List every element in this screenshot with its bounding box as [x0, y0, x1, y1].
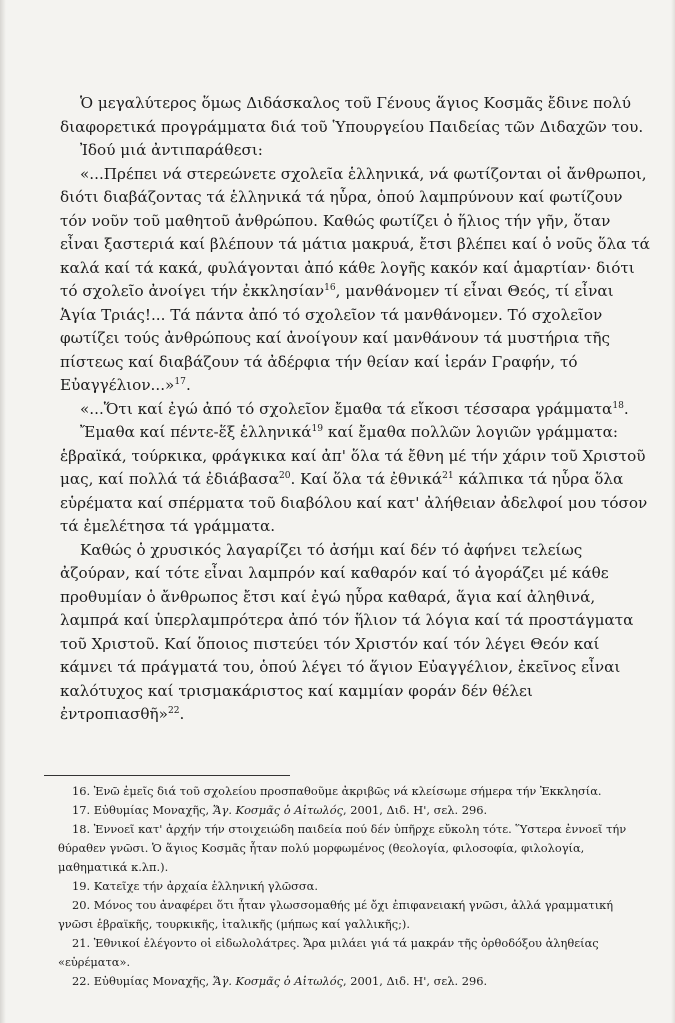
footnote-ref-16[interactable]: 16	[324, 282, 336, 293]
paragraph-quote-schools	[60, 163, 650, 398]
footnote-ref-20[interactable]: 20	[278, 470, 291, 481]
quote-text: . Καί ὅλα τά ἐθνικά	[290, 470, 443, 488]
footnote-ref-22[interactable]: 22	[167, 705, 180, 716]
quote-text: καί ἔμαθα πολλῶν λογιῶν γράμματα: ἑβραϊκά, τούρκικα, φράγκικα καί ἀπ' ὅλα τά ἔθνη μέ τήν χάριν τοῦ Χριστοῦ μας, καί πολλά τά ἐδιάβασα	[60, 423, 646, 488]
footnote-16: 16. Ἐνῶ ἐμεῖς διά τοῦ σχολείου προσπαθοῦμε ἀκριβῶς νά κλείσωμε σήμερα τήν Ἐκκλησία.	[72, 784, 602, 798]
quote-text: Καθώς ὁ χρυσικός λαγαρίζει τό ἀσήμι καί δέν τό ἀφήνει τελείως ἀζούραν, καί τότε εἶναι λαμπρόν καί καθαρόν καί τό ἀγοράζει μέ κάθε προθυμίαν ὁ ἄνθρωπος ἔτσι καί ἐγώ ηὗρα καθαρά, ἅγια καί ἀληθινά, λαμπρά καί ὑπερλαμπρότερα ἀπό τόν ἥλιον τά λόγια καί τά προστάγματα τοῦ Χριστοῦ. Καί ὅποιος πιστεύει τόν Χριστόν καί τόν λέγει Θεόν καί κάμνει τά πράγματά του, ὁπού λέγει τό ἅγιον Εὐαγγέλιον, ἐκεῖνος εἶναι καλότυχος καί τρισμακάριστος καί καμμίαν φοράν δέν θέλει ἐντροπιασθῆ»	[60, 540, 634, 723]
footnote-ref-18[interactable]: 18	[612, 400, 624, 411]
footnote-19: 19. Κατεῖχε τήν ἀρχαία ἑλληνική γλῶσσα.	[72, 879, 318, 893]
footnote-ref-19[interactable]: 19	[311, 423, 324, 434]
paragraph-quote-goldsmith	[60, 539, 650, 727]
footnote-18: 18. Ἐννοεῖ κατ' ἀρχήν τήν στοιχειώδη παιδεία πού δέν ὑπῆρχε εὔκολη τότε. Ὕστερα ἐννοεῖ τήν θύραθεν γνῶσι. Ὁ ἅγιος Κοσμᾶς ἦταν πολύ μορφωμένος (θεολογία, φιλοσοφία, φιλολογία, μαθηματικά κ.λπ.).	[58, 822, 627, 874]
quote-text: .	[623, 399, 629, 418]
paragraph-quote-letters	[60, 398, 650, 422]
book-title: Ἅγ. Κοσμᾶς ὁ Αἰτωλός	[212, 803, 344, 817]
paragraph-intro: Ὁ μεγαλύτερος ὅμως Διδάσκαλος τοῦ Γένους ἅγιος Κοσμᾶς ἔδινε πολύ διαφορετικά προγράμματα διά τοῦ Ὑπουργείου Παιδείας τῶν Διδαχῶν του.	[60, 94, 644, 136]
footnote-20: 20. Μόνος του ἀναφέρει ὅτι ἦταν γλωσσομαθής μέ ὄχι ἐπιφανειακή γνῶσι, ἀλλά γραμματική γνῶσι ἑβραϊκῆς, τουρκικῆς, ἰταλικῆς (μήπως καί γαλλικῆς;).	[58, 898, 614, 931]
footnote-text: , 2001, Διδ. Η', σελ. 296.	[343, 974, 488, 988]
footnote-17	[58, 801, 650, 820]
main-text	[60, 92, 650, 727]
quote-text: «...Πρέπει νά στερεώνετε σχολεῖα ἑλληνικά, νά φωτίζονται οἱ ἄνθρωποι, διότι διαβάζοντας τά ἑλληνικά τά ηὗρα, ὁπού λαμπρύνουν καί φωτίζουν τόν νοῦν τοῦ μαθητοῦ ἀνθρώπου. Καθώς φωτίζει ὁ ἥλιος τήν γῆν, ὅταν εἶναι ξαστεριά καί βλέπουν τά μάτια μακρυά, ἔτσι βλέπει καί ὁ νοῦς ὅλα τά καλά καί τά κακά, φυλάγονται ἀπό κάθε λογῆς κακόν καί ἁμαρτίαν· διότι τό σχολεῖο ἀνοίγει τήν ἐκκλησίαν	[60, 164, 650, 300]
footnote-ref-17[interactable]: 17	[174, 376, 186, 387]
quote-text: κάλπικα τά ηὗρα ὅλα εὑρέματα καί σπέρματα τοῦ διαβόλου καί κατ' ἀλήθειαν ἀδελφοί μου τόσον τά ἐμελέτησα τά γράμματα.	[60, 470, 648, 535]
book-title: Ἅγ. Κοσμᾶς ὁ Αἰτωλός	[212, 974, 344, 988]
footnote-text: , 2001, Διδ. Η', σελ. 296.	[343, 803, 488, 817]
footnote-divider	[44, 775, 290, 776]
footnote-22	[58, 972, 650, 991]
paragraph-comparison: Ἰδού μιά ἀντιπαράθεσι:	[80, 141, 263, 159]
quote-text: , μανθάνομεν τί εἶναι Θεός, τί εἶναι Ἁγία Τριάς!... Τά πάντα ἀπό τό σχολεῖον τά μανθάνομεν. Τό σχολεῖον φωτίζει τούς ἀνθρώπους καί ἀνοίγουν καί μανθάνουν τά μυστήρια τῆς πίστεως καί διαβάζουν τά ἀδέρφια τήν θείαν καί ἱεράν Γραφήν, τό Εὐαγγέλιον...»	[60, 282, 614, 394]
footnote-text: 17. Εὐθυμίας Μοναχῆς,	[72, 803, 213, 817]
quote-text: .	[185, 376, 191, 394]
page-edge-right	[671, 0, 675, 1023]
quote-text: .	[179, 705, 185, 723]
footnote-ref-21[interactable]: 21	[442, 470, 454, 481]
footnote-21: 21. Ἐθνικοί ἐλέγοντο οἱ εἰδωλολάτρες. Ἄρα μιλάει γιά τά μακράν τῆς ὀρθοδόξου ἀληθείας «εὑρέματα».	[58, 936, 599, 969]
footnotes	[58, 782, 650, 991]
footnote-text: 22. Εὐθυμίας Μοναχῆς,	[72, 974, 213, 988]
page-edge-left	[0, 0, 6, 1023]
quote-text: «...Ὅτι καί ἐγώ ἀπό τό σχολεῖον ἔμαθα τά εἴκοσι τέσσαρα γράμματα	[80, 399, 613, 418]
quote-text: Ἔμαθα καί πέντε-ἕξ ἑλληνικά	[80, 423, 312, 441]
paragraph-quote-languages	[60, 421, 650, 539]
